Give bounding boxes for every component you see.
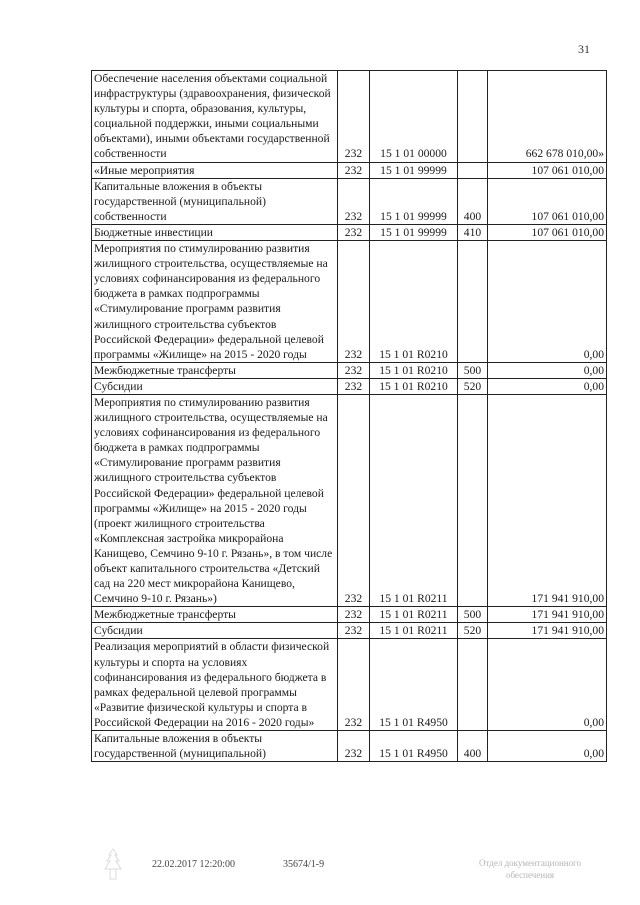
row-name-cell: Межбюджетные трансферты (92, 607, 338, 623)
table-row (92, 241, 607, 363)
row-kvr-cell: 400 (458, 731, 488, 762)
row-code-cell: 232 (338, 394, 370, 606)
table-row (92, 731, 607, 762)
row-kvr-cell: 400 (458, 178, 488, 224)
department-stamp-line: обеспечения (505, 870, 555, 880)
table-row (92, 607, 607, 623)
row-name-cell: Субсидии (92, 623, 338, 639)
row-sum-cell: 0,00 (488, 731, 607, 762)
row-sum-cell: 0,00 (488, 378, 607, 394)
row-kcsr-cell: 15 1 01 R0211 (370, 394, 458, 606)
table-row (92, 224, 607, 240)
table-row (92, 362, 607, 378)
row-name-cell: «Иные мероприятия (92, 162, 338, 178)
table-row (92, 623, 607, 639)
row-code-cell: 232 (338, 623, 370, 639)
row-kvr-cell: 520 (458, 623, 488, 639)
row-kcsr-cell: 15 1 01 R4950 (370, 639, 458, 731)
row-kvr-cell (458, 639, 488, 731)
row-kcsr-cell: 15 1 01 99999 (370, 162, 458, 178)
row-kcsr-cell: 15 1 01 00000 (370, 71, 458, 163)
row-sum-cell: 107 061 010,00 (488, 162, 607, 178)
row-kcsr-cell: 15 1 01 R0210 (370, 241, 458, 363)
row-kcsr-cell: 15 1 01 R0211 (370, 623, 458, 639)
page-number: 31 (578, 42, 590, 56)
row-name-cell: Капитальные вложения в объекты государственной (муниципальной) собственности (92, 178, 338, 224)
table-row (92, 394, 607, 606)
row-name-cell: Мероприятия по стимулированию развития жилищного строительства, осуществляемые на условиях софинансирования из федерального бюджета в рамках подпрограммы «Стимулирование программ развития жилищного строительства субъектов Российской Федерации» федеральной целевой программы «Жилище» на 2015 - 2020 годы (92, 241, 338, 363)
row-sum-cell: 171 941 910,00 (488, 607, 607, 623)
row-kcsr-cell: 15 1 01 R0210 (370, 378, 458, 394)
row-kvr-cell: 500 (458, 607, 488, 623)
row-name-cell: Бюджетные инвестиции (92, 224, 338, 240)
row-code-cell: 232 (338, 731, 370, 762)
row-sum-cell: 107 061 010,00 (488, 224, 607, 240)
row-sum-cell: 171 941 910,00 (488, 394, 607, 606)
row-name-cell: Обеспечение населения объектами социальной инфраструктуры (здравоохранения, физической культуры и спорта, образования, культуры, социальной поддержки, иными социальными объектами), иными объектами государственной собственности (92, 71, 338, 163)
row-sum-cell: 0,00 (488, 362, 607, 378)
row-kcsr-cell: 15 1 01 R0211 (370, 607, 458, 623)
row-name-cell: Межбюджетные трансферты (92, 362, 338, 378)
row-kvr-cell (458, 394, 488, 606)
row-sum-cell: 662 678 010,00» (488, 71, 607, 163)
row-kvr-cell (458, 71, 488, 163)
row-code-cell: 232 (338, 362, 370, 378)
row-kvr-cell (458, 162, 488, 178)
row-kvr-cell: 520 (458, 378, 488, 394)
row-sum-cell: 0,00 (488, 241, 607, 363)
row-code-cell: 232 (338, 378, 370, 394)
footer-doc-number: 35674/1-9 (283, 859, 325, 870)
table-row (92, 378, 607, 394)
department-stamp (455, 857, 605, 881)
row-sum-cell: 171 941 910,00 (488, 623, 607, 639)
table-row (92, 178, 607, 224)
row-kcsr-cell: 15 1 01 R4950 (370, 731, 458, 762)
table-row (92, 71, 607, 163)
emblem-icon (98, 845, 128, 885)
row-kvr-cell (458, 241, 488, 363)
row-code-cell: 232 (338, 241, 370, 363)
row-kcsr-cell: 15 1 01 R0210 (370, 362, 458, 378)
table-row (92, 639, 607, 731)
row-code-cell: 232 (338, 607, 370, 623)
row-code-cell: 232 (338, 639, 370, 731)
row-name-cell: Субсидии (92, 378, 338, 394)
row-code-cell: 232 (338, 71, 370, 163)
row-sum-cell: 107 061 010,00 (488, 178, 607, 224)
row-code-cell: 232 (338, 224, 370, 240)
row-kcsr-cell: 15 1 01 99999 (370, 224, 458, 240)
row-name-cell: Реализация мероприятий в области физической культуры и спорта на условиях софинансирования из федерального бюджета в рамках федеральной целевой программы «Развитие физической культуры и спорта в Российской Федерации на 2016 - 2020 годы» (92, 639, 338, 731)
row-name-cell: Капитальные вложения в объекты государственной (муниципальной) (92, 731, 338, 762)
row-sum-cell: 0,00 (488, 639, 607, 731)
row-kvr-cell: 500 (458, 362, 488, 378)
budget-table (91, 70, 607, 762)
footer-datetime: 22.02.2017 12:20:00 (152, 859, 236, 870)
row-name-cell: Мероприятия по стимулированию развития жилищного строительства, осуществляемые на условиях софинансирования из федерального бюджета в рамках подпрограммы «Стимулирование программ развития жилищного строительства субъектов Российской Федерации» федеральной целевой программы «Жилище» на 2015 - 2020 годы (проект жилищного строительства «Комплексная застройка микрорайона Канищево, Семчино 9-10 г. Рязань», в том числе объект капитального строительства «Детский сад на 220 мест микрорайона Канищево, Семчино 9-10 г. Рязань») (92, 394, 338, 606)
row-kvr-cell: 410 (458, 224, 488, 240)
table-row (92, 162, 607, 178)
row-code-cell: 232 (338, 178, 370, 224)
row-kcsr-cell: 15 1 01 99999 (370, 178, 458, 224)
page-footer (0, 859, 640, 899)
row-code-cell: 232 (338, 162, 370, 178)
department-stamp-line: Отдел документационного (478, 858, 582, 868)
